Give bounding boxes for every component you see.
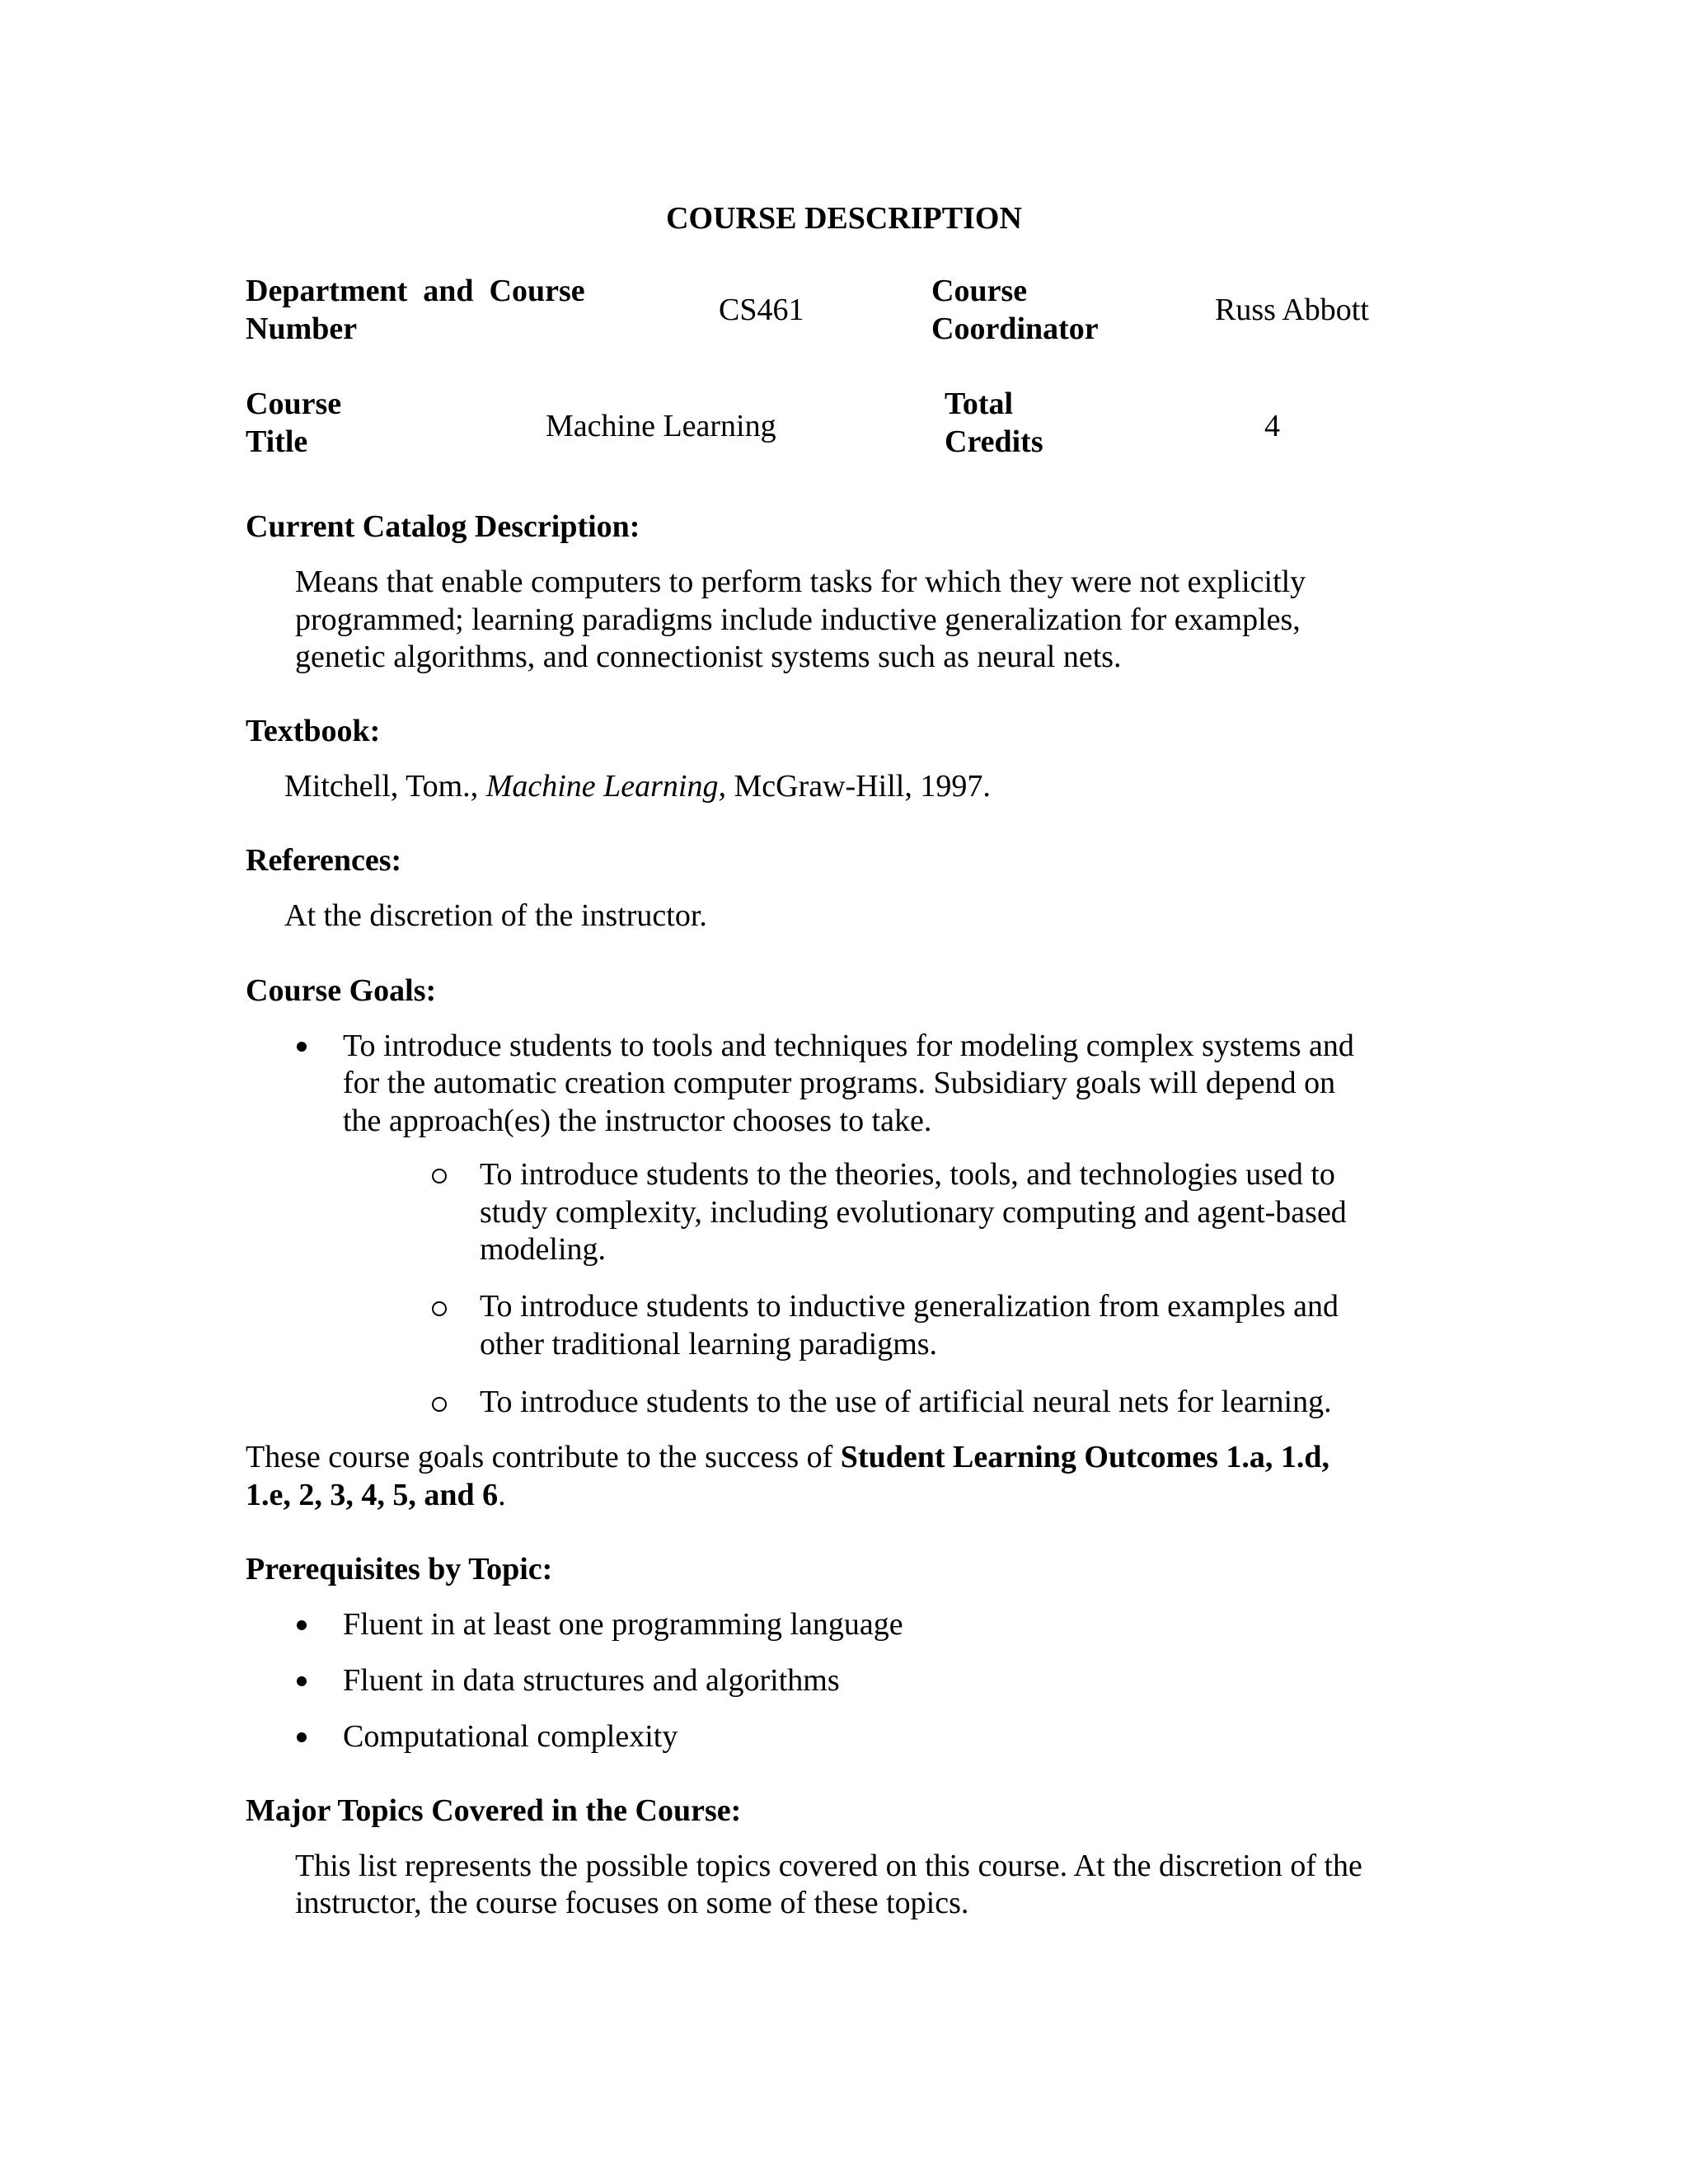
goal-main-line-3: the approach(es) the instructor chooses to take. <box>343 1104 932 1138</box>
textbook-publisher: McGraw-Hill, 1997. <box>725 769 991 804</box>
coordinator-label <box>931 272 1099 348</box>
goal-main-line-1: To introduce students to tools and techniques for modeling complex systems and <box>343 1029 1354 1063</box>
textbook-author: Mitchell, Tom., <box>284 769 486 804</box>
sub-bullet-icon <box>432 1169 447 1183</box>
references-heading: References: <box>246 843 402 878</box>
coordinator-label-line2: Coordinator <box>931 312 1099 346</box>
goal-sub2-line-2: other traditional learning paradigms. <box>480 1327 938 1361</box>
catalog-line-1: Means that enable computers to perform tasks for which they were not explicitly <box>295 565 1306 599</box>
credits-label-line2: Credits <box>945 424 1043 459</box>
course-title-label-line2: Title <box>246 424 308 459</box>
bullet-icon <box>297 1732 307 1742</box>
textbook-heading: Textbook: <box>246 714 381 748</box>
coordinator-value: Russ Abbott <box>1215 293 1369 327</box>
credits-label <box>945 385 1043 461</box>
goal-main-line-2: for the automatic creation computer programs. Subsidiary goals will depend on <box>343 1066 1336 1100</box>
course-title-label-line1: Course <box>246 387 342 421</box>
textbook-entry <box>284 767 991 805</box>
sub-bullet-icon <box>432 1397 447 1412</box>
references-text: At the discretion of the instructor. <box>284 898 707 933</box>
prereq-heading: Prerequisites by Topic: <box>246 1552 553 1586</box>
goal-sub1-line-1: To introduce students to the theories, tools, and technologies used to <box>480 1157 1335 1192</box>
outcomes-line-1 <box>246 1438 1418 1476</box>
credits-value: 4 <box>1264 409 1280 443</box>
catalog-line-2: programmed; learning paradigms include inductive generalization for examples, <box>295 602 1301 637</box>
goals-heading: Course Goals: <box>246 973 437 1008</box>
prereq-item-1: Fluent in at least one programming language <box>343 1607 903 1642</box>
course-title-value: Machine Learning <box>546 409 776 443</box>
dept-label <box>246 272 602 348</box>
outcomes-line-2 <box>246 1476 506 1514</box>
topics-line-2: instructor, the course focuses on some of these topics. <box>295 1886 969 1920</box>
course-title-label <box>246 385 341 461</box>
topics-line-1: This list represents the possible topics covered on this course. At the discretion of the <box>295 1849 1362 1883</box>
bullet-icon <box>297 1676 307 1686</box>
goal-sub1-line-2: study complexity, including evolutionary computing and agent-based <box>480 1195 1347 1230</box>
dept-label-line1: Department and Course <box>246 274 585 308</box>
dept-value: CS461 <box>719 293 804 327</box>
bullet-icon <box>297 1042 307 1052</box>
page-title: COURSE DESCRIPTION <box>666 201 1022 236</box>
goal-sub2-line-1: To introduce students to inductive generalization from examples and <box>480 1289 1339 1324</box>
goal-sub1-line-3: modeling. <box>480 1232 607 1267</box>
outcomes-bold-1: Student Learning Outcomes 1.a, 1.d, <box>840 1440 1330 1474</box>
bullet-icon <box>297 1620 307 1630</box>
coordinator-label-line1: Course <box>931 274 1028 308</box>
prereq-item-2: Fluent in data structures and algorithms <box>343 1663 840 1698</box>
outcomes-bold-2: 1.e, 2, 3, 4, 5, and 6 <box>246 1478 499 1512</box>
catalog-heading: Current Catalog Description: <box>246 509 640 544</box>
outcomes-pre: These course goals contribute to the success of <box>246 1440 841 1474</box>
catalog-line-3: genetic algorithms, and connectionist systems such as neural nets. <box>295 640 1122 674</box>
prereq-item-3: Computational complexity <box>343 1719 678 1754</box>
textbook-title: Machine Learning, <box>485 769 726 804</box>
dept-label-line2: Number <box>246 312 358 346</box>
goal-sub3-line-1: To introduce students to the use of artificial neural nets for learning. <box>480 1385 1332 1419</box>
sub-bullet-icon <box>432 1301 447 1316</box>
topics-heading: Major Topics Covered in the Course: <box>246 1793 742 1828</box>
credits-label-line1: Total <box>945 387 1014 421</box>
outcomes-post: . <box>498 1478 506 1512</box>
